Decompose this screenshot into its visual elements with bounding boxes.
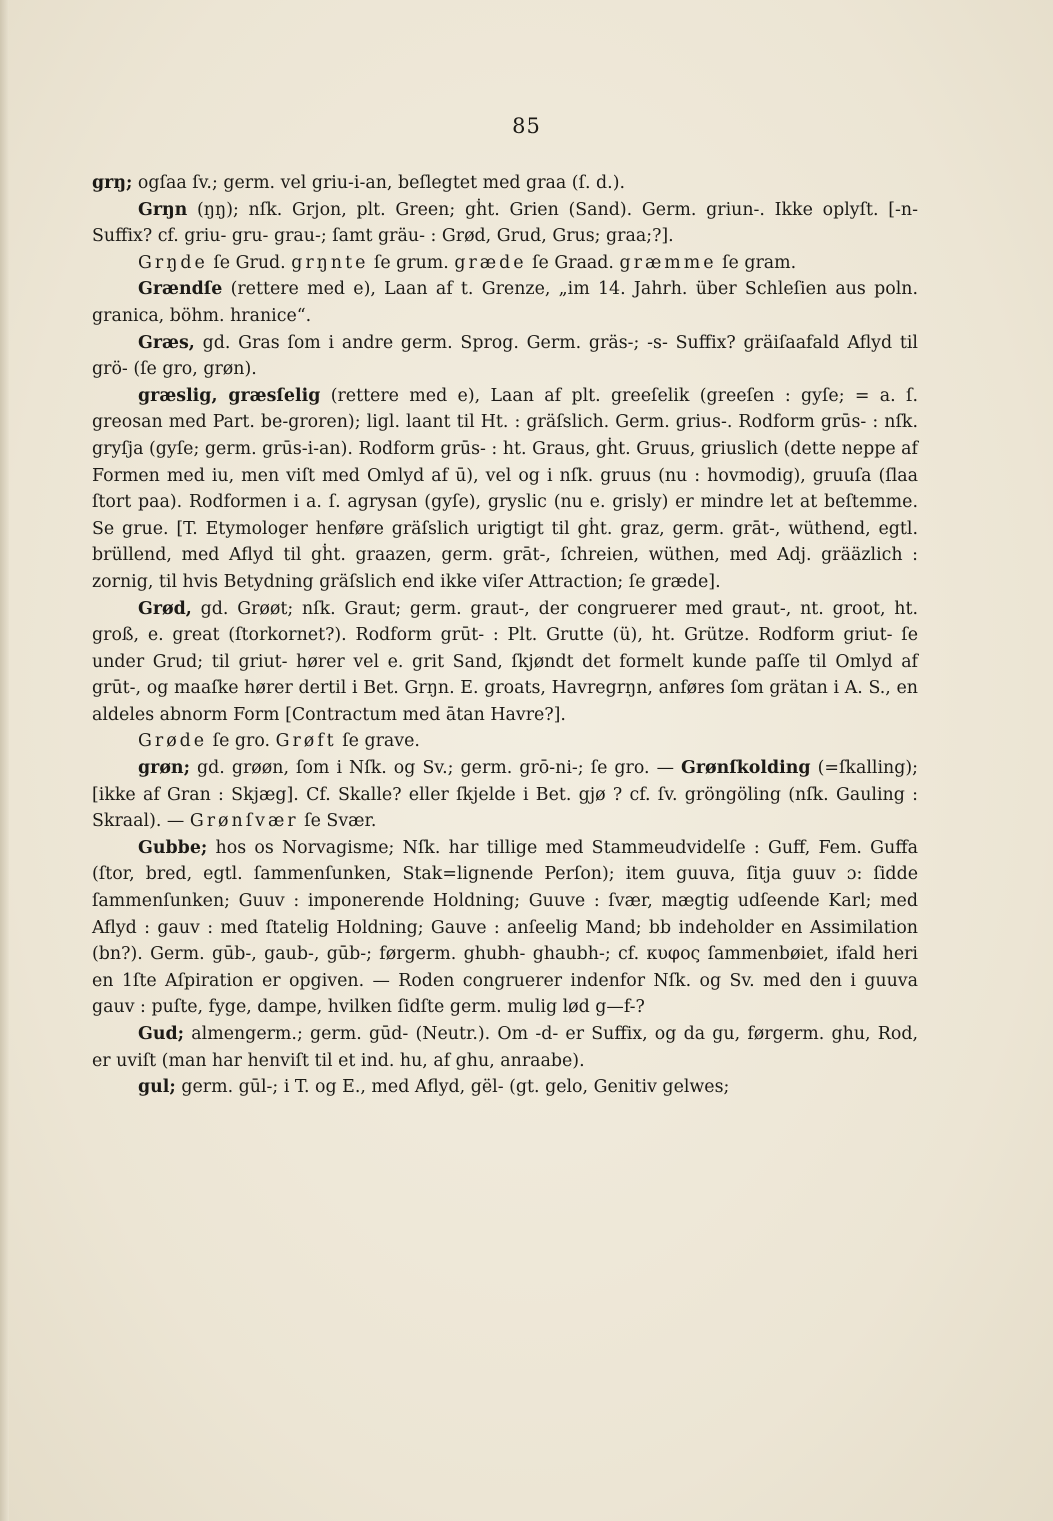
entry-body: (rettere med e), Laan af plt. greeſelik (greeſen : gyſe; = a. ſ. greosan med Part. be-groren); ligl. laant til Ht. : gräſslich. Germ. grius-. Rodform grūs- : nſk. gryſja (gyſe; germ. grūs-i-an). Rodform grūs- : ht. Graus, gḣt. Gruus, griuslich (dette neppe af Formen med iu, men viſt med Omlyd af ū), vel og i nſk. gruus (nu : hovmodig), gruuſa (ſlaa ſtort paa). Rodformen i a. ſ. agrysan (gyſe), gryslic (nu e. grisly) er mindre let at beſtemme. Se grue. [T. Etymologer henføre gräſslich urigtigt til gḣt. graz, germ. grāt-, wüthend, egtl. brüllend, med Aflyd til gḣt. graazen, germ. grāt-, ſchreien, wüthen, med Adj. grääzlich : zornig, til hvis Betydning gräſslich end ikke viſer Attraction; ſe græde]. bbox=[92, 385, 918, 592]
entry-gryn bbox=[92, 197, 918, 250]
headword: grŋ; bbox=[92, 173, 133, 193]
entry-body: ſe gro. bbox=[207, 731, 276, 752]
cross-ref-word: græde bbox=[454, 252, 527, 273]
entry-body: ſe gram. bbox=[716, 252, 797, 273]
entry-gud bbox=[92, 1021, 918, 1074]
entry-body: ſe Graad. bbox=[526, 252, 620, 273]
headword: Grŋn bbox=[138, 199, 188, 220]
entry-grod bbox=[92, 596, 918, 729]
entry-body: (ŋŋ); nſk. Grjon, plt. Green; gḣt. Grien (Sand). Germ. griun-. Ikke oplyſt. [-n- Suffix? cf. griu- gru- grau-; ſamt gräu- : Grød, Grud, Grus; graa;?]. bbox=[92, 199, 918, 247]
headword: Gubbe; bbox=[138, 837, 208, 858]
cross-ref-word: Grøft bbox=[275, 731, 337, 752]
entry-gul bbox=[92, 1074, 918, 1101]
entry-gron bbox=[92, 755, 918, 835]
headword: Grønſkolding bbox=[681, 758, 811, 779]
headword: græslig, græsſelig bbox=[138, 385, 321, 406]
entry-body: gd. grøøn, ſom i Nſk. og Sv.; germ. grō-ni-; ſe gro. — bbox=[190, 758, 682, 779]
headword: Græs, bbox=[138, 332, 195, 353]
headword: Grød, bbox=[138, 598, 192, 619]
entry-body: ogſaa ſv.; germ. vel griu-i-an, beſlegtet med graa (ſ. d.). bbox=[132, 173, 626, 193]
entry-graeslig bbox=[92, 383, 918, 596]
entry-gry bbox=[92, 170, 918, 197]
headword: Gud; bbox=[138, 1024, 185, 1044]
entry-gubbe bbox=[92, 835, 918, 1021]
entry-body: gd. Grøøt; nſk. Graut; germ. graut-, der congruerer med graut-, nt. groot, ht. groß, e. great (ſtorkornet?). Rodform grūt- : Plt. Grutte (ü), ht. Grütze. Rodform griut- ſe under Grud; til griut- hører vel e. grit Sand, ſkjøndt det formelt kunde paſſe til Omlyd af grūt-, og maaſke hører dertil i Bet. Grŋn. E. groats, Havregrŋn, anføres ſom grätan i A. S., en aldeles abnorm Form [Contractum med ātan Havre?]. bbox=[92, 598, 918, 725]
headword: gul; bbox=[138, 1077, 176, 1098]
entry-graendse bbox=[92, 276, 918, 329]
entry-body: (rettere med e), Laan af t. Grenze, „im 14. Jahrh. über Schleſien aus poln. granica, böhm. hranice“. bbox=[92, 279, 918, 326]
cross-ref-word: grŋnte bbox=[291, 252, 369, 273]
entry-gryde bbox=[92, 250, 918, 277]
headword: Grændſe bbox=[138, 279, 223, 300]
entry-body: ſe Grud. bbox=[207, 252, 292, 273]
headword: grøn; bbox=[138, 758, 190, 779]
entry-graes bbox=[92, 330, 918, 383]
entry-body: hos os Norvagisme; Nſk. har tillige med Stammeudvidelſe : Guff, Fem. Guffa (ſtor, bred, egtl. ſammenſunken, Stak=lignende Perſon); item guuva, ſitja guuv ɔ: ſidde ſammenſunken; Guuv : imponerende Holdning; Guuve : ſvær, mægtig udſeende Karl; med Aflyd : gauv : med ſtatelig Holdning; Gauve : anſeelig Mand; bb indeholder en Assimilation (bn?). Germ. gūb-, gaub-, gūb-; førgerm. ghubh- ghaubh-; cf. κυφος ſammenbøiet, ifald heri en 1ſte Aſpiration er opgiven. — Roden congruerer indenfor Nſk. og Sv. med den i guuva gauv : puſte, fyge, dampe, hvilken ſidſte germ. mulig lød g—f-? bbox=[92, 837, 918, 1018]
entry-body: germ. gūl-; i T. og E., med Aflyd, gël- (gt. gelo, Genitiv gelwes; bbox=[175, 1077, 730, 1098]
cross-ref-word: græmme bbox=[619, 252, 717, 273]
page-binding-edge bbox=[0, 0, 9, 1521]
dictionary-text bbox=[92, 170, 918, 1101]
page-number: 85 bbox=[512, 114, 541, 138]
entry-body: (=ſkalling); [ikke af Gran : Skjæg]. Cf. Skalle? eller ſkjelde i Bet. gjø ? cf. ſv. gröngöling (nſk. Gauling : Skraal). — bbox=[92, 758, 918, 832]
entry-body: ſe grave. bbox=[336, 731, 420, 752]
entry-body: ſe grum. bbox=[368, 252, 455, 273]
cross-ref-word: Grŋde bbox=[138, 252, 208, 273]
cross-ref-word: Grøde bbox=[138, 731, 208, 752]
entry-body: gd. Gras ſom i andre germ. Sprog. Germ. gräs-; -s- Suffix? gräiſaafald Aflyd til grö- (ſe gro, grøn). bbox=[92, 332, 918, 380]
entry-body: almengerm.; germ. gūd- (Neutr.). Om -d- er Suffix, og da gu, førgerm. ghu, Rod, er uviſt (man har henviſt til et ind. hu, af ghu, anraabe). bbox=[92, 1024, 918, 1071]
entry-grode bbox=[92, 728, 918, 755]
cross-ref-word: Grønſvær bbox=[189, 811, 299, 832]
entry-body: ſe Svær. bbox=[298, 811, 377, 832]
